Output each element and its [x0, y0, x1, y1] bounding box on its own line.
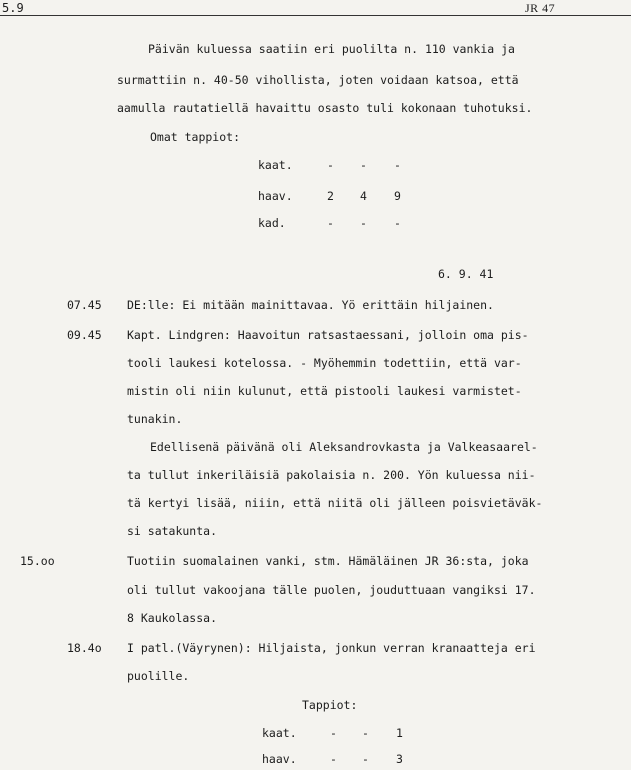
losses-value: 3: [396, 752, 403, 766]
entry-line: 8 Kaukolassa.: [127, 611, 218, 625]
losses-value: -: [360, 158, 367, 172]
losses-value: -: [394, 158, 401, 172]
losses-value: -: [362, 752, 369, 766]
entry-time: 07.45: [67, 298, 102, 312]
losses-value: -: [330, 726, 337, 740]
entry-time: 18.4o: [67, 641, 102, 655]
header-rule: [0, 15, 631, 16]
entry-line: oli tullut vakoojana tälle puolen, jouduttuaan vangiksi 17.: [127, 583, 536, 597]
entry-line: I patl.(Väyrynen): Hiljaista, jonkun verran kranaatteja eri: [127, 641, 536, 655]
losses-label: kaat.: [258, 158, 293, 172]
losses-value: -: [327, 158, 334, 172]
losses-title: Omat tappiot:: [150, 130, 241, 144]
losses-label: haav.: [258, 189, 293, 203]
losses-value: -: [394, 216, 401, 230]
losses-label: haav.: [262, 752, 297, 766]
losses-value: -: [330, 752, 337, 766]
losses-label: kad.: [258, 216, 286, 230]
losses-value: -: [360, 216, 367, 230]
entry-line: Kapt. Lindgren: Haavoitun ratsastaessani, jolloin oma pis-: [127, 328, 529, 342]
entry-line: tunakin.: [127, 412, 183, 426]
intro-line: Päivän kuluessa saatiin eri puolilta n. 110 vankia ja: [148, 42, 515, 56]
losses-value: -: [362, 726, 369, 740]
losses-value: 9: [394, 189, 401, 203]
entry-line: tooli laukesi kotelossa. - Myöhemmin todettiin, että var-: [127, 356, 522, 370]
entry-line: ta tullut inkeriläisiä pakolaisia n. 200. Yön kuluessa nii-: [127, 468, 536, 482]
losses-value: -: [327, 216, 334, 230]
entry-date: 6. 9. 41: [438, 267, 494, 281]
intro-line: surmattiin n. 40-50 vihollista, joten voidaan katsoa, että: [117, 73, 519, 87]
losses-title: Tappiot:: [302, 698, 358, 712]
entry-line: puolille.: [127, 669, 190, 683]
entry-line: mistin oli niin kulunut, että pistooli laukesi varmistet-: [127, 384, 522, 398]
entry-line: Tuotiin suomalainen vanki, stm. Hämäläinen JR 36:sta, joka: [127, 554, 529, 568]
losses-value: 2: [327, 189, 334, 203]
entry-line: tä kertyi lisää, niiin, että niitä oli jälleen poisvietäväk-: [127, 496, 543, 510]
losses-value: 1: [396, 726, 403, 740]
unit-label: JR 47: [525, 1, 556, 15]
entry-line: DE:lle: Ei mitään mainittavaa. Yö erittäin hiljainen.: [127, 298, 494, 312]
losses-label: kaat.: [262, 726, 297, 740]
losses-value: 4: [360, 189, 367, 203]
entry-line: si satakunta.: [127, 524, 218, 538]
entry-line: Edellisenä päivänä oli Aleksandrovkasta ja Valkeasaarel-: [150, 440, 538, 454]
intro-line: aamulla rautatiellä havaittu osasto tuli kokonaan tuhotuksi.: [117, 101, 533, 115]
entry-time: 09.45: [67, 328, 102, 342]
entry-time: 15.oo: [20, 554, 55, 568]
section-number: 5.9: [2, 1, 24, 15]
